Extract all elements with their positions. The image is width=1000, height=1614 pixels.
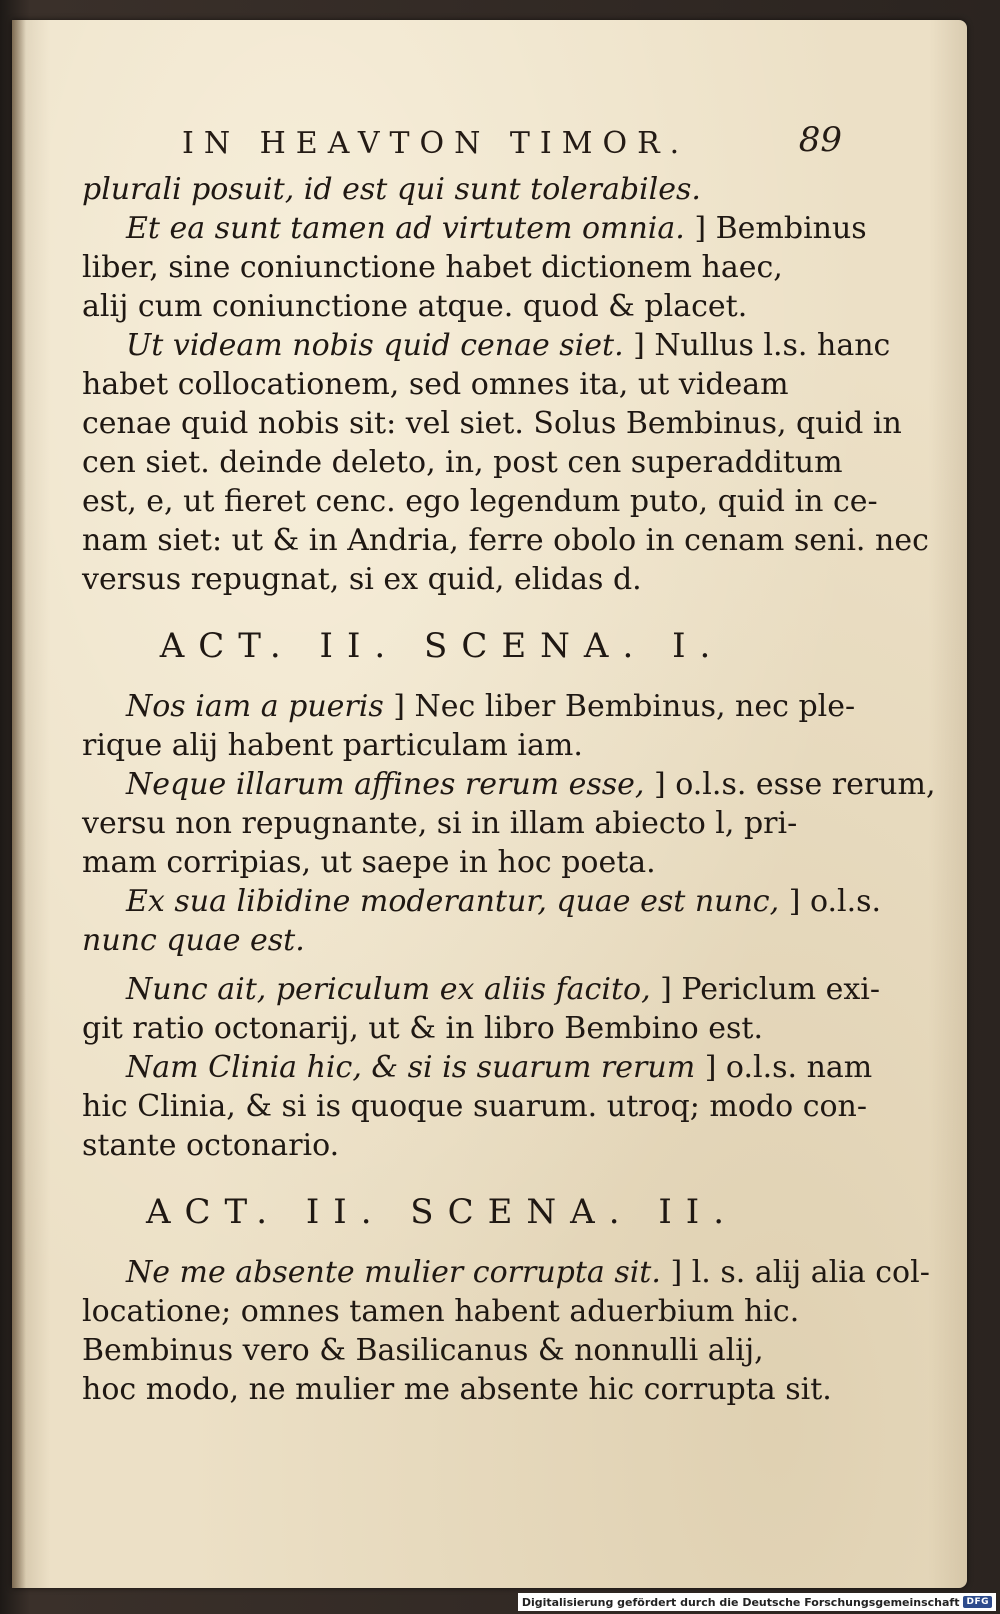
book-page	[12, 20, 967, 1588]
text-line	[82, 970, 881, 1009]
note: ] Bembinus	[694, 211, 867, 246]
text-line: rique alij habent particulam iam.	[82, 728, 583, 763]
text-line	[82, 882, 882, 921]
note: ] l. s. alij alia col-	[670, 1255, 930, 1290]
page-header	[182, 120, 842, 170]
lemma: Nos iam a pueris	[126, 689, 384, 724]
text-line: alij cum coniunctione atque. quod & placet.	[82, 289, 748, 324]
note: ] o.l.s.	[788, 884, 882, 919]
text-line: Bembinus vero & Basilicanus & nonnulli alij,	[82, 1333, 764, 1368]
note: ] o.l.s. esse rerum,	[654, 767, 936, 802]
lemma: Ne me absente mulier corrupta sit.	[126, 1255, 661, 1290]
spacer	[82, 960, 802, 970]
text-line: hoc modo, ne mulier me absente hic corrupta sit.	[82, 1372, 832, 1407]
note: ] Nullus l.s. hanc	[633, 328, 891, 363]
lemma: Ut videam nobis quid cenae siet.	[126, 328, 624, 363]
commentary-text	[82, 170, 936, 1409]
text-line: nam siet: ut & in Andria, ferre obolo in cenam seni. nec	[82, 523, 929, 558]
text-line: versu non repugnante, si in illam abiecto l, pri-	[82, 806, 798, 841]
text-line: nunc quae est.	[82, 923, 305, 958]
text-line: hic Clinia, & si is quoque suarum. utroq; modo con-	[82, 1089, 868, 1124]
page-gutter-shadow	[12, 20, 26, 1588]
note: ] o.l.s. nam	[704, 1050, 873, 1085]
note: ] Periclum exi-	[660, 972, 881, 1007]
text-line: versus repugnat, si ex quid, elidas d.	[82, 562, 642, 597]
text-line	[82, 1048, 873, 1087]
lemma: Nunc ait, periculum ex aliis facito,	[126, 972, 651, 1007]
text-line: cen siet. deinde deleto, in, post cen superadditum	[82, 445, 843, 480]
digitization-credit	[518, 1593, 996, 1611]
section-heading: ACT. II. SCENA. I.	[159, 626, 725, 666]
lemma: Neque illarum affines rerum esse,	[126, 767, 645, 802]
text-line: habet collocationem, sed omnes ita, ut videam	[82, 367, 789, 402]
text-line	[82, 765, 936, 804]
text-line: plurali posuit, id est qui sunt tolerabiles.	[82, 172, 701, 207]
text-line	[82, 687, 856, 726]
note: ] Nec liber Bembinus, nec ple-	[393, 689, 856, 724]
text-line: locatione; omnes tamen habent aduerbium hic.	[82, 1294, 800, 1329]
text-line: stante octonario.	[82, 1128, 340, 1163]
dfg-logo: DFG	[963, 1596, 992, 1608]
credit-text: Digitalisierung gefördert durch die Deutsche Forschungsgemeinschaft	[521, 1595, 960, 1609]
text-line: est, e, ut fieret cenc. ego legendum puto, quid in ce-	[82, 484, 878, 519]
text-line: cenae quid nobis sit: vel siet. Solus Bembinus, quid in	[82, 406, 902, 441]
lemma: Ex sua libidine moderantur, quae est nunc,	[126, 884, 780, 919]
lemma: Nam Clinia hic, & si is suarum rerum	[126, 1050, 696, 1085]
page-number: 89	[798, 120, 842, 160]
lemma: Et ea sunt tamen ad virtutem omnia.	[126, 211, 685, 246]
section-heading: ACT. II. SCENA. II.	[145, 1192, 739, 1232]
text-line: git ratio octonarij, ut & in libro Bembino est.	[82, 1011, 764, 1046]
running-title: IN HEAVTON TIMOR.	[182, 126, 690, 161]
text-line	[82, 1253, 930, 1292]
text-line: liber, sine coniunctione habet dictionem haec,	[82, 250, 783, 285]
text-line: mam corripias, ut saepe in hoc poeta.	[82, 845, 656, 880]
text-line	[82, 209, 867, 248]
text-line	[82, 326, 891, 365]
